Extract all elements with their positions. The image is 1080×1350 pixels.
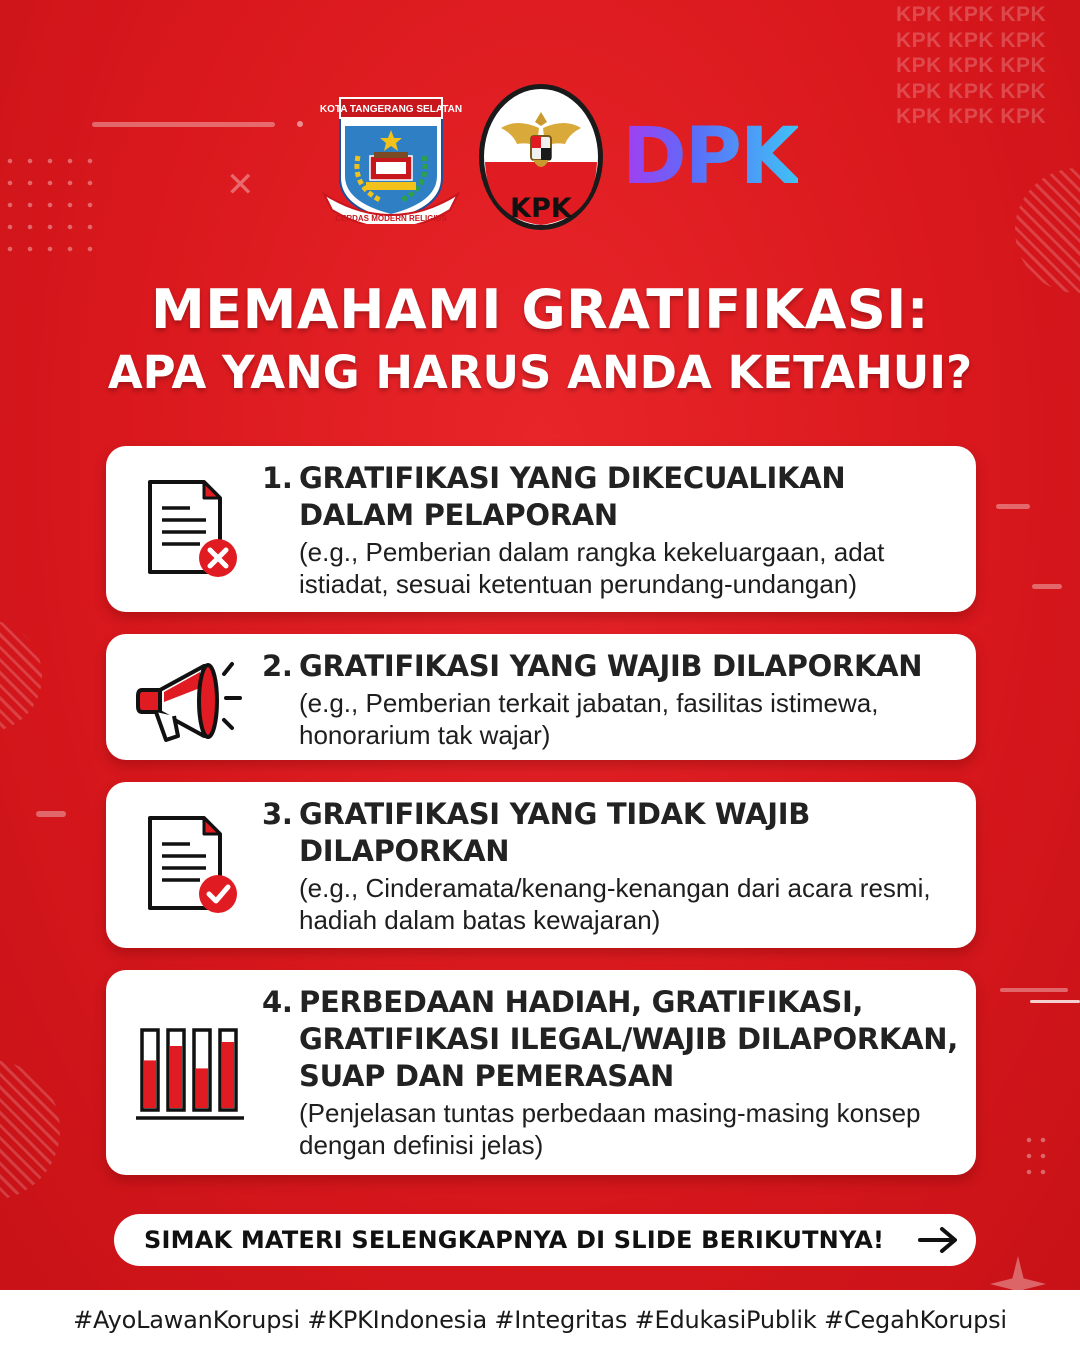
bar-fill xyxy=(196,1068,208,1108)
decorative-hatched-circle xyxy=(0,620,42,732)
decorative-line xyxy=(36,811,66,817)
tangsel-banner-text: KOTA TANGERANG SELATAN xyxy=(319,104,463,115)
kpk-text-pattern: KPK KPK KPK KPK KPK KPK KPK KPK KPK KPK KPK KPK KPK KPK KPK xyxy=(896,3,1047,128)
kpk-logo-text: KPK xyxy=(510,193,572,224)
hashtags-text: #AyoLawanKorupsi #KPKIndonesia #Integritas #EdukasiPublik #CegahKorupsi xyxy=(73,1306,1007,1334)
card-heading: 2. GRATIFIKASI YANG WAJIB DILAPORKAN xyxy=(262,649,923,683)
decorative-dot-grid xyxy=(1022,1132,1052,1176)
tangsel-ribbon-text: CERDAS MODERN RELIGIUS xyxy=(335,214,447,223)
bar-chart-icon xyxy=(134,1024,246,1124)
page-title: MEMAHAMI GRATIFIKASI: xyxy=(151,278,929,341)
next-slide-button[interactable] xyxy=(114,1214,976,1266)
card-description: (e.g., Pemberian terkait jabatan, fasilitas istimewa, honorarium tak wajar) xyxy=(299,688,879,750)
kpk-garuda-logo-icon xyxy=(477,82,605,232)
document-check-icon xyxy=(144,814,244,914)
card-heading: 3. GRATIFIKASI YANG TIDAK WAJIB DILAPORKAN xyxy=(262,797,811,868)
decorative-line xyxy=(996,504,1030,509)
info-card-2 xyxy=(106,634,976,760)
decorative-line xyxy=(1030,1000,1080,1003)
decorative-line xyxy=(1000,988,1068,992)
page-subtitle: APA YANG HARUS ANDA KETAHUI? xyxy=(107,346,973,399)
decorative-x-icon: ✕ xyxy=(226,166,255,204)
hashtag-footer xyxy=(0,1290,1080,1350)
info-card-4 xyxy=(106,970,976,1175)
card-description: (e.g., Cinderamata/kenang-kenangan dari acara resmi, hadiah dalam batas kewajaran) xyxy=(299,873,931,935)
card-description: (Penjelasan tuntas perbedaan masing-masing konsep dengan definisi jelas) xyxy=(299,1098,921,1160)
cta-label: SIMAK MATERI SELENGKAPNYA DI SLIDE BERIKUTNYA! xyxy=(144,1226,885,1254)
decorative-sparkle-icon xyxy=(990,1256,1046,1290)
document-x-icon xyxy=(144,478,244,578)
arrow-right-icon xyxy=(916,1224,960,1256)
bar-fill xyxy=(170,1046,182,1108)
dpk-logo: DPK xyxy=(622,112,799,202)
megaphone-icon xyxy=(134,648,246,748)
decorative-hatched-circle xyxy=(0,1060,60,1200)
bar-fill xyxy=(144,1060,156,1108)
info-card-1 xyxy=(106,446,976,612)
decorative-line xyxy=(1032,584,1062,589)
tangerang-selatan-emblem-icon xyxy=(318,96,464,224)
card-description: (e.g., Pemberian dalam rangka kekeluargaan, adat istiadat, sesuai ketentuan perundang-undangan) xyxy=(299,537,885,599)
card-heading: 4. PERBEDAAN HADIAH, GRATIFIKASI, GRATIFIKASI ILEGAL/WAJIB DILAPORKAN, SUAP DAN PEMERASAN xyxy=(262,985,958,1093)
logo-row xyxy=(0,82,1080,232)
info-card-3 xyxy=(106,782,976,948)
bar-fill xyxy=(222,1042,234,1108)
card-heading: 1. GRATIFIKASI YANG DIKECUALIKAN DALAM PELAPORAN xyxy=(262,461,846,532)
